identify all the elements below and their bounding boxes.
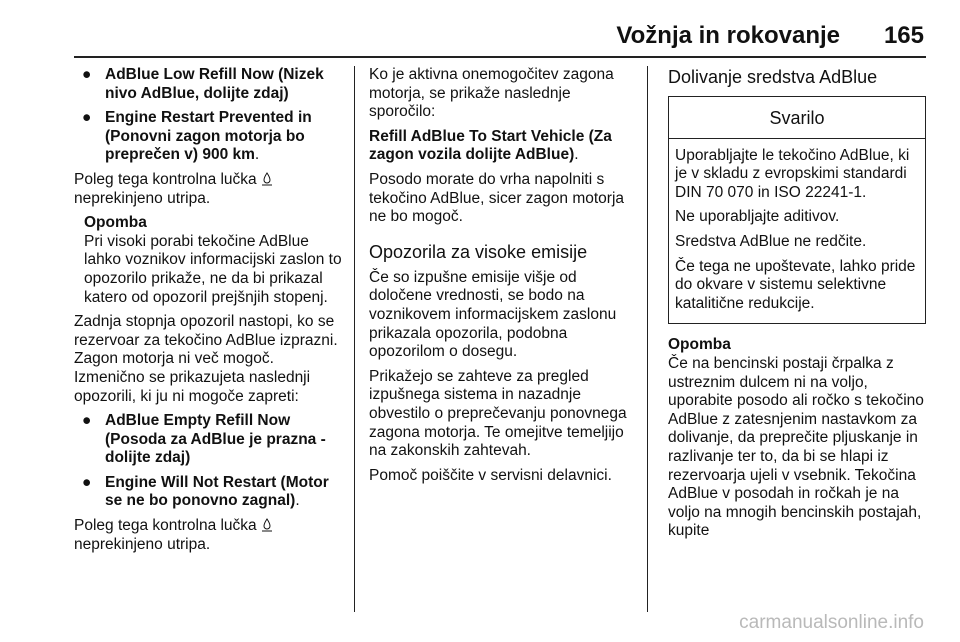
adblue-warning-lamp-icon <box>261 518 273 532</box>
adblue-warning-lamp-icon <box>261 172 273 186</box>
warning-box <box>668 96 926 324</box>
paragraph: Če so izpušne emisije višje od določene vrednosti, se bodo na voznikovem informacijskem zaslonu prikazala opozorila, podobna opozorilom o dosegu. <box>369 268 617 361</box>
column-divider-2 <box>647 66 648 612</box>
paragraph: Poleg tega kontrolna lučka neprekinjeno utripa. <box>74 171 348 208</box>
column-left <box>74 66 348 560</box>
warning-message-list-b <box>74 412 348 511</box>
section-heading: Dolivanje sredstva AdBlue <box>668 67 878 87</box>
paragraph: Če tega ne upoštevate, lahko pride do okvare v sistemu selektivne katalitične redukcije. <box>675 257 916 312</box>
page-header <box>0 0 960 60</box>
warning-message-list-a <box>74 66 348 165</box>
warning-title: Svarilo <box>669 97 925 139</box>
list-item: ● Engine Restart Prevented in (Ponovni zagon motorja bo preprečen v) 900 km. <box>82 109 312 164</box>
section-heading: Opozorila za visoke emisije <box>369 241 588 262</box>
paragraph: Zadnja stopnja opozoril nastopi, ko se rezervoar za tekočino AdBlue izprazni. Zagon motorja ni več mogoč. Izmenično se prikazujeta naslednji opozorili, ki ju ni mogoče zapreti: <box>74 313 338 405</box>
note-block <box>74 214 348 307</box>
page-number: 165 <box>883 22 924 49</box>
paragraph: Ko je aktivna onemogočitev zagona motorja, se prikaže naslednje sporočilo: <box>369 66 614 121</box>
column-middle <box>369 66 635 491</box>
note-title: Opomba <box>84 214 147 232</box>
note-text: Pri visoki porabi tekočine AdBlue lahko voznikov informacijski zaslon to opozorilo prikaže, ne da bi prikazal katero od opozoril prejšnjih stopenj. <box>84 232 342 306</box>
watermark: carmanualsonline.info <box>739 612 924 633</box>
column-divider-1 <box>354 66 355 612</box>
paragraph: Posodo morate do vrha napolniti s tekočino AdBlue, sicer zagon motorja ne bo mogoč. <box>369 170 625 226</box>
note-text: Če na bencinski postaji črpalka z ustreznim dulcem ni na voljo, uporabite posodo ali ročko s tekočino AdBlue z zatesnjenim nastavkom za dolivanje, da preprečite pljuskanje in razlivanje ter to, da bi se hlapi iz rezervoarja ujeli v vsebnik. Tekočina AdBlue v posodah in ročkah je na voljo na mnogih bencinskih postajah, kupite <box>668 354 924 540</box>
paragraph: Ne uporabljajte aditivov. <box>675 208 840 226</box>
note-title: Opomba <box>668 336 731 354</box>
list-item: ● AdBlue Empty Refill Now (Posoda za AdBlue je prazna - dolijte zdaj) <box>82 412 326 467</box>
paragraph: Sredstva AdBlue ne redčite. <box>675 232 867 250</box>
header-divider <box>74 56 926 58</box>
note-block <box>668 336 926 541</box>
section-title: Vožnja in rokovanje <box>616 22 840 49</box>
list-item: ● Engine Will Not Restart (Motor se ne bo ponovno zagnal). <box>82 473 329 510</box>
column-right <box>668 66 926 547</box>
paragraph: Pomoč poiščite v servisni delavnici. <box>369 466 612 484</box>
paragraph: Poleg tega kontrolna lučka neprekinjeno utripa. <box>74 517 348 554</box>
warning-body <box>669 139 925 324</box>
paragraph: Refill AdBlue To Start Vehicle (Za zagon vozila dolijte AdBlue). <box>369 127 612 164</box>
list-item: ● AdBlue Low Refill Now (Nizek nivo AdBlue, dolijte zdaj) <box>82 66 324 102</box>
paragraph: Uporabljajte le tekočino AdBlue, ki je v skladu z evropskimi standardi DIN 70 070 in ISO 22241-1. <box>675 146 910 201</box>
paragraph: Prikažejo se zahteve za pregled izpušnega sistema in nazadnje obvestilo o preprečevanju ponovnega zagona motorja. Te omejitve temeljijo na zakonskih zahtevah. <box>369 367 627 460</box>
